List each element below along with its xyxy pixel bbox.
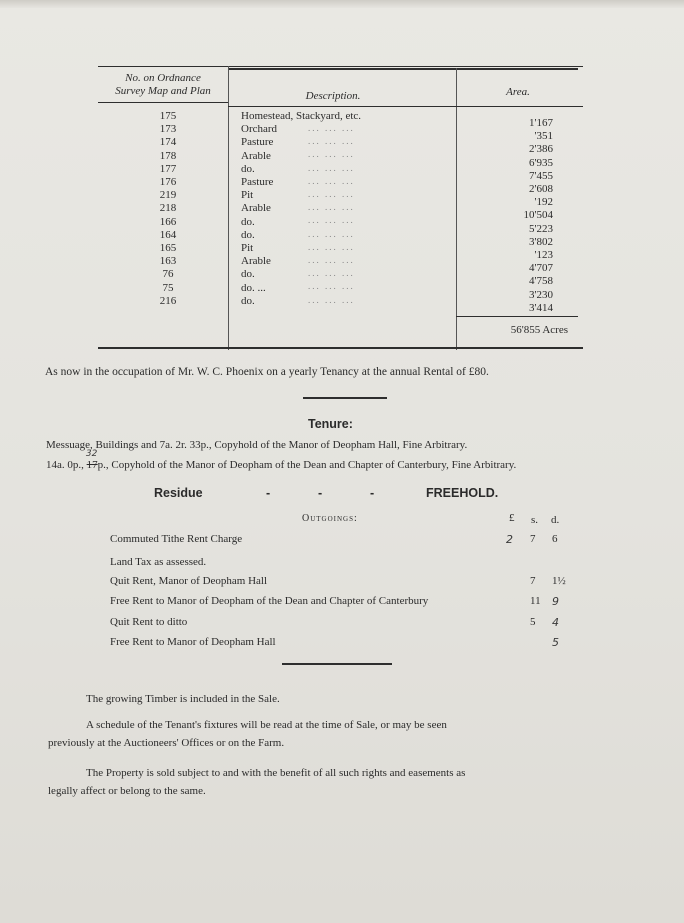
outgoing-row [110, 595, 428, 607]
leader-dots: ... ... ... [308, 149, 355, 160]
area-cell: '123 [534, 249, 553, 262]
description-cell: do. [241, 228, 255, 241]
outgoing-label: Quit Rent to ditto [110, 616, 188, 628]
leader-dots: ... ... ... [308, 268, 355, 279]
map-number-column [128, 110, 208, 308]
description-cell: do. ... [241, 281, 266, 294]
description-cell: do. [241, 215, 255, 228]
outgoing-label: Land Tax as assessed. [110, 556, 207, 568]
property-note-line-2: legally affect or belong to the same. [48, 785, 206, 797]
outgoing-pounds: 2 [506, 533, 513, 546]
pence-header: d. [551, 514, 560, 526]
description-cell: Pasture [241, 176, 274, 189]
residue-dash-1: - [266, 486, 271, 500]
outgoing-row [110, 616, 187, 628]
description-cell: Arable [241, 202, 271, 215]
outgoing-pence: 9 [552, 595, 559, 608]
leader-dots: ... ... ... [308, 136, 355, 147]
leader-dots: ... ... ... [308, 255, 355, 266]
property-note-line-1: The Property is sold subject to and with the benefit of all such rights and easements as [86, 767, 466, 779]
header-description: Description. [305, 90, 361, 102]
table-top-rule-heavy [228, 68, 578, 70]
leader-dots: ... ... ... [308, 241, 355, 252]
page-top-edge [0, 0, 684, 8]
tenure-line-2 [46, 449, 517, 471]
total-rule [456, 316, 578, 317]
map-number-cell: 164 [159, 228, 177, 241]
outgoing-row [110, 533, 242, 545]
area-cell: 4'707 [529, 262, 553, 275]
tenure-line-1: Messuage, Buildings and 7a. 2r. 33p., Copyhold of the Manor of Deopham Hall, Fine Arbitrary. [46, 439, 468, 451]
residue-dash-3: - [370, 486, 375, 500]
header-map-number [98, 72, 228, 98]
map-number-cell: 173 [159, 123, 177, 136]
header-area: Area. [506, 86, 530, 98]
outgoing-label: Free Rent to Manor of Deopham Hall [110, 636, 276, 648]
map-number-cell: 175 [159, 110, 177, 122]
description-cell: Pit [241, 189, 254, 202]
fixtures-note-line-2: previously at the Auctioneers' Offices or on the Farm. [48, 737, 285, 749]
outgoing-row [110, 636, 276, 648]
map-number-cell: 176 [159, 176, 177, 189]
outgoing-shillings: 5 [530, 616, 536, 628]
map-number-cell: 177 [159, 162, 177, 175]
table-bottom-rule [98, 347, 583, 349]
land-schedule-table [98, 62, 583, 352]
map-number-cell: 216 [159, 294, 177, 307]
map-number-cell: 75 [162, 281, 174, 294]
leader-dots: ... ... ... [308, 281, 355, 292]
outgoing-row [110, 575, 267, 587]
struck-value: 17 [86, 459, 98, 471]
residue-label: Residue [154, 486, 203, 500]
map-number-cell: 163 [159, 255, 177, 268]
description-cell: Pasture [241, 136, 274, 149]
outgoing-pence: 1½ [552, 575, 566, 587]
description-cell: Homestead, Stackyard, etc. [241, 110, 362, 122]
tenure-line-2-prefix: 14a. 0p., [46, 459, 84, 471]
divider-rule-1 [303, 397, 387, 399]
leader-dots: ... ... ... [308, 175, 355, 186]
residue-value: FREEHOLD. [426, 486, 499, 500]
map-number-cell: 76 [162, 268, 174, 281]
outgoing-row [110, 556, 206, 568]
residue-dash-2: - [318, 486, 323, 500]
area-column [478, 117, 553, 315]
area-cell: 10'504 [523, 209, 553, 222]
description-cell: Arable [241, 149, 271, 162]
divider-rule-2 [282, 663, 392, 665]
area-cell: 6'935 [529, 156, 553, 169]
area-cell: 3'414 [529, 301, 553, 314]
leader-dots: ... ... ... [308, 202, 355, 213]
timber-note: The growing Timber is included in the Sale. [86, 693, 280, 705]
header-rule-left [98, 102, 228, 103]
header-rule-right [228, 106, 583, 107]
outgoing-label: Quit Rent, Manor of Deopham Hall [110, 575, 268, 587]
area-cell: 4'758 [529, 275, 553, 288]
map-number-cell: 165 [159, 242, 177, 255]
handwritten-correction: 32 [85, 449, 98, 459]
area-cell: 3'230 [529, 288, 553, 301]
shillings-header: s. [531, 514, 539, 526]
outgoing-pence: 5 [552, 636, 559, 649]
area-cell: 3'802 [529, 235, 553, 248]
outgoing-pence: 4 [552, 616, 559, 629]
outgoing-shillings: 11 [530, 595, 541, 607]
area-cell: 2'608 [529, 183, 553, 196]
description-cell: do. [241, 294, 255, 307]
description-cell: Pit [241, 242, 254, 255]
fixtures-note-line-1: A schedule of the Tenant's fixtures will be read at the time of Sale, or may be seen [86, 719, 447, 731]
map-number-cell: 174 [159, 136, 177, 149]
map-number-cell: 166 [159, 215, 177, 228]
outgoing-label: Free Rent to Manor of Deopham of the Dean and Chapter of Canterbury [110, 595, 429, 607]
table-divider-1 [228, 66, 229, 350]
area-cell: 2'386 [529, 143, 553, 156]
area-cell: '192 [534, 196, 553, 209]
outgoings-heading: Outgoings: [302, 513, 358, 524]
description-cell: do. [241, 162, 255, 175]
pounds-header: £ [509, 512, 515, 524]
tenure-heading: Tenure: [308, 417, 353, 431]
leader-dots: ... ... ... [308, 123, 355, 133]
leader-dots-column [308, 122, 478, 307]
tenure-line-2-rest: p., Copyhold of the Manor of Deopham of the Dean and Chapter of Canterbury, Fine Arbitrary. [97, 459, 517, 471]
description-cell: do. [241, 268, 255, 281]
leader-dots: ... ... ... [308, 189, 355, 200]
map-number-cell: 218 [159, 202, 177, 215]
map-number-cell: 178 [159, 149, 177, 162]
outgoing-label: Commuted Tithe Rent Charge [110, 533, 243, 545]
description-cell: Orchard [241, 123, 278, 136]
header-map-number-line2: Survey Map and Plan [115, 85, 211, 97]
table-top-rule [98, 66, 583, 67]
area-cell: 1'167 [529, 117, 553, 129]
header-map-number-line1: No. on Ordnance [125, 72, 201, 84]
area-cell: '351 [534, 130, 553, 143]
description-cell: Arable [241, 255, 271, 268]
leader-dots: ... ... ... [308, 294, 355, 305]
leader-dots: ... ... ... [308, 228, 355, 239]
leader-dots: ... ... ... [308, 162, 355, 173]
area-cell: 5'223 [529, 222, 553, 235]
map-number-cell: 219 [159, 189, 177, 202]
outgoing-pence: 6 [552, 533, 558, 545]
outgoing-shillings: 7 [530, 575, 536, 587]
total-area: 56'855 Acres [510, 324, 568, 336]
outgoing-shillings: 7 [530, 533, 536, 545]
area-cell: 7'455 [529, 169, 553, 182]
leader-dots: ... ... ... [308, 215, 355, 226]
occupation-statement: As now in the occupation of Mr. W. C. Phoenix on a yearly Tenancy at the annual Rental of £80. [45, 366, 489, 378]
